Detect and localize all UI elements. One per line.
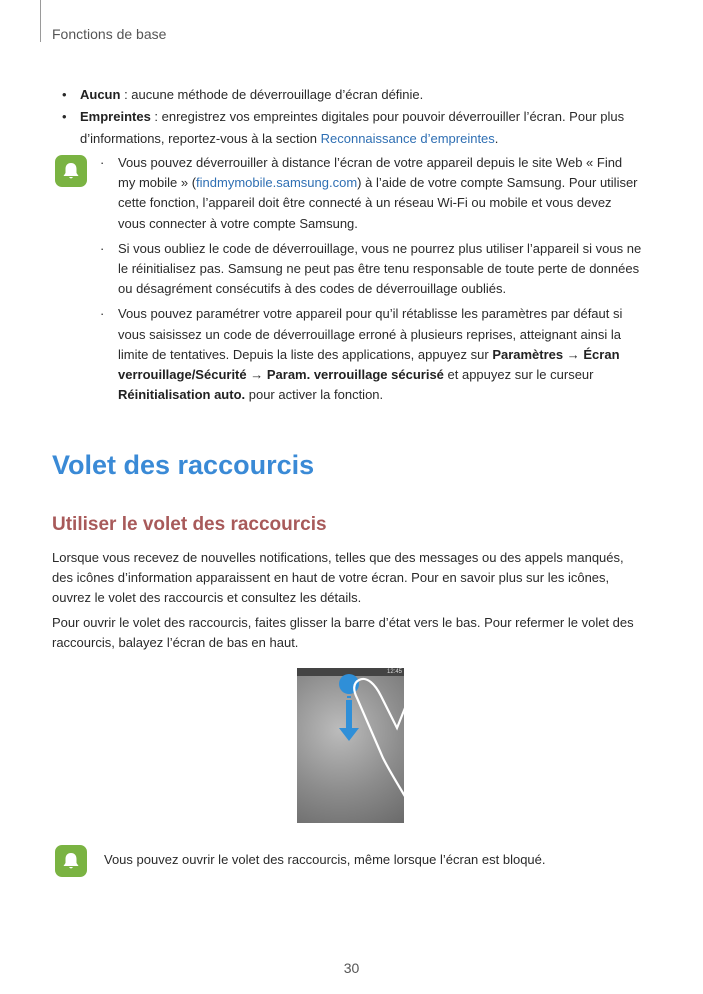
- list-item: [62, 84, 642, 106]
- paragraph: Lorsque vous recevez de nouvelles notifications, telles que des messages ou des appels manqués, des icônes d’information apparaissent en haut de votre écran. Pour en savoir plus sur les icônes, ouvrez le volet des raccourcis et consultez les détails.: [52, 550, 624, 605]
- bullet-icon: •: [62, 109, 67, 124]
- hand-icon: [354, 679, 473, 818]
- status-time: 12:45: [386, 669, 402, 675]
- item-text: et appuyez sur le curseur: [443, 367, 594, 383]
- bullet-icon: ·: [100, 155, 105, 170]
- menu-path-param-verrouillage: Param. verrouillage sécurisé: [266, 367, 444, 383]
- arrow-icon: →: [246, 367, 267, 383]
- fingerprint-section-link[interactable]: Reconnaissance d’empreintes: [320, 131, 495, 146]
- body-text: [52, 548, 642, 658]
- item-text: Si vous oubliez le code de déverrouillage, vous ne pourrez plus utiliser l’appareil si vous ne le réinitialisez pas. Samsung ne peut pas être tenu responsable de toute perte de données ou désagrément consécutifs à des codes de déverrouillage oubliés.: [118, 240, 642, 297]
- menu-path-ecran-verrouillage: Écran verrouillage/Sécurité: [118, 346, 620, 383]
- swipe-arrow-down-icon: [339, 728, 359, 741]
- item-text: ) à l’aide de votre compte Samsung. Pour utiliser cette fonction, l’appareil doit être connecté à un réseau Wi-Fi ou mobile et vous devez vous connecter à votre compte Samsung.: [118, 175, 638, 231]
- header-divider: [40, 0, 41, 42]
- swipe-arrow-shaft: [346, 700, 352, 730]
- term-aucun: Aucun: [80, 87, 121, 102]
- menu-path-reinitialisation: Réinitialisation auto.: [118, 387, 246, 403]
- item-text: .: [494, 131, 499, 146]
- lock-screen-note: Vous pouvez ouvrir le volet des raccourcis, même lorsque l’écran est bloqué.: [104, 852, 546, 867]
- arrow-icon: →: [563, 346, 584, 362]
- item-text: Vous pouvez paramétrer votre appareil pour qu’il rétablisse les paramètres par défaut si vous saisissez un code de déverrouillage erroné à plusieurs reprises, atteignant ainsi la limite de tentatives. Depuis la liste des applications, appuyez sur: [118, 306, 623, 362]
- list-item: [100, 304, 642, 405]
- subsection-title: Utiliser le volet des raccourcis: [52, 514, 327, 535]
- note-bell-icon: [55, 155, 87, 187]
- swipe-gesture-icon: [297, 668, 517, 828]
- item-text: pour activer la fonction.: [245, 387, 384, 403]
- swipe-arrow-dash: [347, 696, 351, 698]
- paragraph: Pour ouvrir le volet des raccourcis, faites glisser la barre d’état vers le bas. Pour refermer le volet des raccourcis, balayez l’écran de bas en haut.: [52, 615, 634, 650]
- section-title: Volet des raccourcis: [52, 450, 315, 480]
- security-note: [100, 153, 642, 410]
- item-text: : aucune méthode de déverrouillage d’écran définie.: [120, 87, 424, 102]
- item-text: : enregistrez vos empreintes digitales pour pouvoir déverrouiller l’écran. Pour plus d’informations, reportez-vous à la section: [80, 109, 625, 146]
- bell-icon: [61, 161, 81, 181]
- item-text: Vous pouvez déverrouiller à distance l’écran de votre appareil depuis le site Web « Find my mobile » (: [118, 155, 623, 191]
- list-item: [100, 239, 642, 300]
- section-header: Fonctions de base: [52, 26, 167, 42]
- bell-icon: [61, 851, 81, 871]
- list-item: [62, 106, 642, 150]
- bullet-icon: ·: [100, 306, 105, 322]
- lock-method-list: [62, 84, 642, 150]
- findmymobile-link[interactable]: findmymobile.samsung.com: [196, 175, 358, 191]
- hand-detail-icon: [405, 734, 437, 768]
- list-item: [100, 153, 642, 234]
- term-empreintes: Empreintes: [80, 109, 151, 124]
- bullet-icon: ·: [100, 240, 105, 256]
- bullet-icon: •: [62, 87, 67, 102]
- page-number: 30: [343, 960, 360, 976]
- menu-path-parametres: Paramètres: [492, 346, 564, 362]
- note-bell-icon: [55, 845, 87, 877]
